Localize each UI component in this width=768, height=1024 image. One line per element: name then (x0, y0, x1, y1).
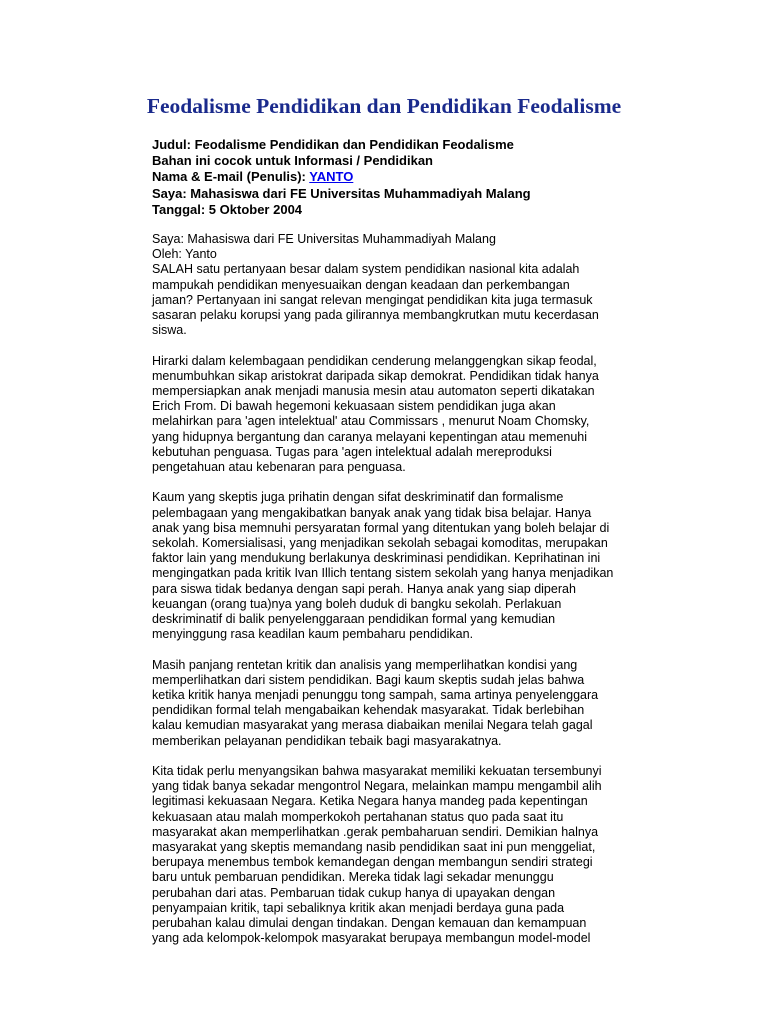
meta-nama (152, 169, 622, 185)
meta-tanggal: Tanggal: 5 Oktober 2004 (152, 201, 303, 217)
body-line: yang tidak banya sekadar mengontrol Negara, melainkan mampu mengambil alih (152, 779, 602, 794)
body-line: pendidikan formal telah mengabaikan kehendak masyarakat. Tidak berlebihan (152, 703, 585, 718)
body-paragraph (152, 764, 622, 946)
body-line: menumbuhkan sikap aristokrat daripada sikap demokrat. Pendidikan tidak hanya (152, 368, 599, 383)
body-line: sasaran pelaku korupsi yang pada gilirannya membangkrutkan mutu kecerdasan (152, 308, 599, 323)
body-line: kalau kemudian masyarakat yang merasa diabaikan menilai Negara telah gagal (152, 718, 593, 733)
body-line: ketika kritik hanya menjadi penunggu tong sampah, sama artinya penyelenggara (152, 688, 599, 703)
body-line: pengetahuan atau kebenaran para penguasa. (152, 460, 406, 475)
body-line: Oleh: Yanto (152, 247, 217, 262)
body-line: melahirkan para 'agen intelektual' atau Commissars , menurut Noam Chomsky, (152, 414, 590, 429)
body-line: para siswa tidak bedanya dengan sapi perah. Hanya anak yang siap diperah (152, 581, 576, 596)
body-line: penyampaian kritik, tapi sebaliknya kritik akan menjadi berdaya guna pada (152, 900, 565, 915)
body-line: siswa. (152, 323, 187, 338)
body-paragraph (152, 232, 622, 338)
body-line: menyinggung rasa keadilan kaum pembaharu pendidikan. (152, 627, 474, 642)
body-line: Kaum yang skeptis juga prihatin dengan sifat deskriminatif dan formalisme (152, 490, 564, 505)
body-line: mampukah pendidikan menyesuaikan dengan keadaan dan perkembangan (152, 277, 570, 292)
meta-bahan: Bahan ini cocok untuk Informasi / Pendidikan (152, 153, 433, 169)
body-line: berupaya menembus tembok kemandegan dengan membangun sendiri strategi (152, 855, 593, 870)
body-line: kebutuhan penguasa. Tugas para 'agen intelektual adalah mereproduksi (152, 444, 552, 459)
body-line: memberikan pelayanan pendidikan tebaik bagi masyarakatnya. (152, 733, 502, 748)
body-line: perubahan kalau dimulai dengan tindakan. Dengan kemauan dan kemampuan (152, 916, 587, 931)
body-line: faktor lain yang mendukung berlakunya deskriminasi pendidikan. Keprihatinan ini (152, 551, 601, 566)
body-line: Kita tidak perlu menyangsikan bahwa masyarakat memiliki kekuatan tersembunyi (152, 764, 602, 779)
body-line: SALAH satu pertanyaan besar dalam system pendidikan nasional kita adalah (152, 262, 580, 277)
body-line: mempersiapkan anak menjadi manusia mesin atau automaton seperti dikatakan (152, 384, 595, 399)
body-line: kekuasaan atau malah momperkokoh pertahanan status quo pada saat itu (152, 809, 564, 824)
body-line: Masih panjang rentetan kritik dan analisis yang memperlihatkan kondisi yang (152, 657, 578, 672)
body-paragraph (152, 354, 622, 476)
article-meta (152, 137, 622, 218)
body-line: jaman? Pertanyaan ini sangat relevan mengingat pendidikan kita juga termasuk (152, 292, 593, 307)
meta-judul: Judul: Feodalisme Pendidikan dan Pendidikan Feodalisme (152, 137, 514, 152)
body-line: mengingatkan pada kritik Ivan Illich tentang sistem sekolah yang hanya menjadikan (152, 566, 614, 581)
body-paragraph (152, 658, 622, 749)
meta-saya: Saya: Mahasiswa dari FE Universitas Muhammadiyah Malang (152, 185, 531, 201)
body-paragraph (152, 490, 622, 642)
page-title: Feodalisme Pendidikan dan Pendidikan Feodalisme (146, 94, 622, 118)
meta-nama-label: Nama & E-mail (Penulis): (152, 169, 310, 185)
body-line: baru untuk pembaruan pendidikan. Mereka tidak lagi sekadar menunggu (152, 870, 554, 885)
body-line: Saya: Mahasiswa dari FE Universitas Muhammadiyah Malang (152, 232, 496, 246)
body-line: sekolah. Komersialisasi, yang menjadikan sekolah sebagai komoditas, merupakan (152, 536, 608, 551)
body-line: anak yang bisa memnuhi persyaratan formal yang ditentukan yang boleh belajar di (152, 520, 610, 535)
body-line: legitimasi kekuasaan Negara. Ketika Negara hanya mandeg pada kepentingan (152, 794, 588, 809)
body-line: keuangan (orang tua)nya yang boleh duduk di bangku sekolah. Perlakuan (152, 596, 562, 611)
body-line: pelembagaan yang mengakibatkan banyak anak yang tidak bisa belajar. Hanya (152, 505, 592, 520)
body-line: perubahan dari atas. Pembaruan tidak cukup hanya di upayakan dengan (152, 885, 556, 900)
body-line: Erich From. Di bawah hegemoni kekuasaan sistem pendidikan juga akan (152, 399, 556, 414)
body-line: yang ada kelompok-kelompok masyarakat berupaya membangun model-model (152, 931, 591, 946)
body-line: memperlihatkan dari sistem pendidikan. Bagi kaum skeptis sudah jelas bahwa (152, 672, 585, 687)
body-line: masyarakat yang skeptis memandang nasib pendidikan saat ini pun menggeliat, (152, 840, 596, 855)
author-link[interactable]: YANTO (309, 169, 354, 185)
article-body (152, 232, 622, 962)
body-line: deskriminatif di balik penyelenggaraan pendidikan formal yang kemudian (152, 612, 556, 627)
body-line: masyarakat akan memperlihatkan .gerak pembaharuan sendiri. Demikian halnya (152, 824, 599, 839)
body-line: Hirarki dalam kelembagaan pendidikan cenderung melanggengkan sikap feodal, (152, 353, 597, 368)
body-line: yang hidupnya bergantung dan caranya melayani kepentingan atau memenuhi (152, 429, 588, 444)
